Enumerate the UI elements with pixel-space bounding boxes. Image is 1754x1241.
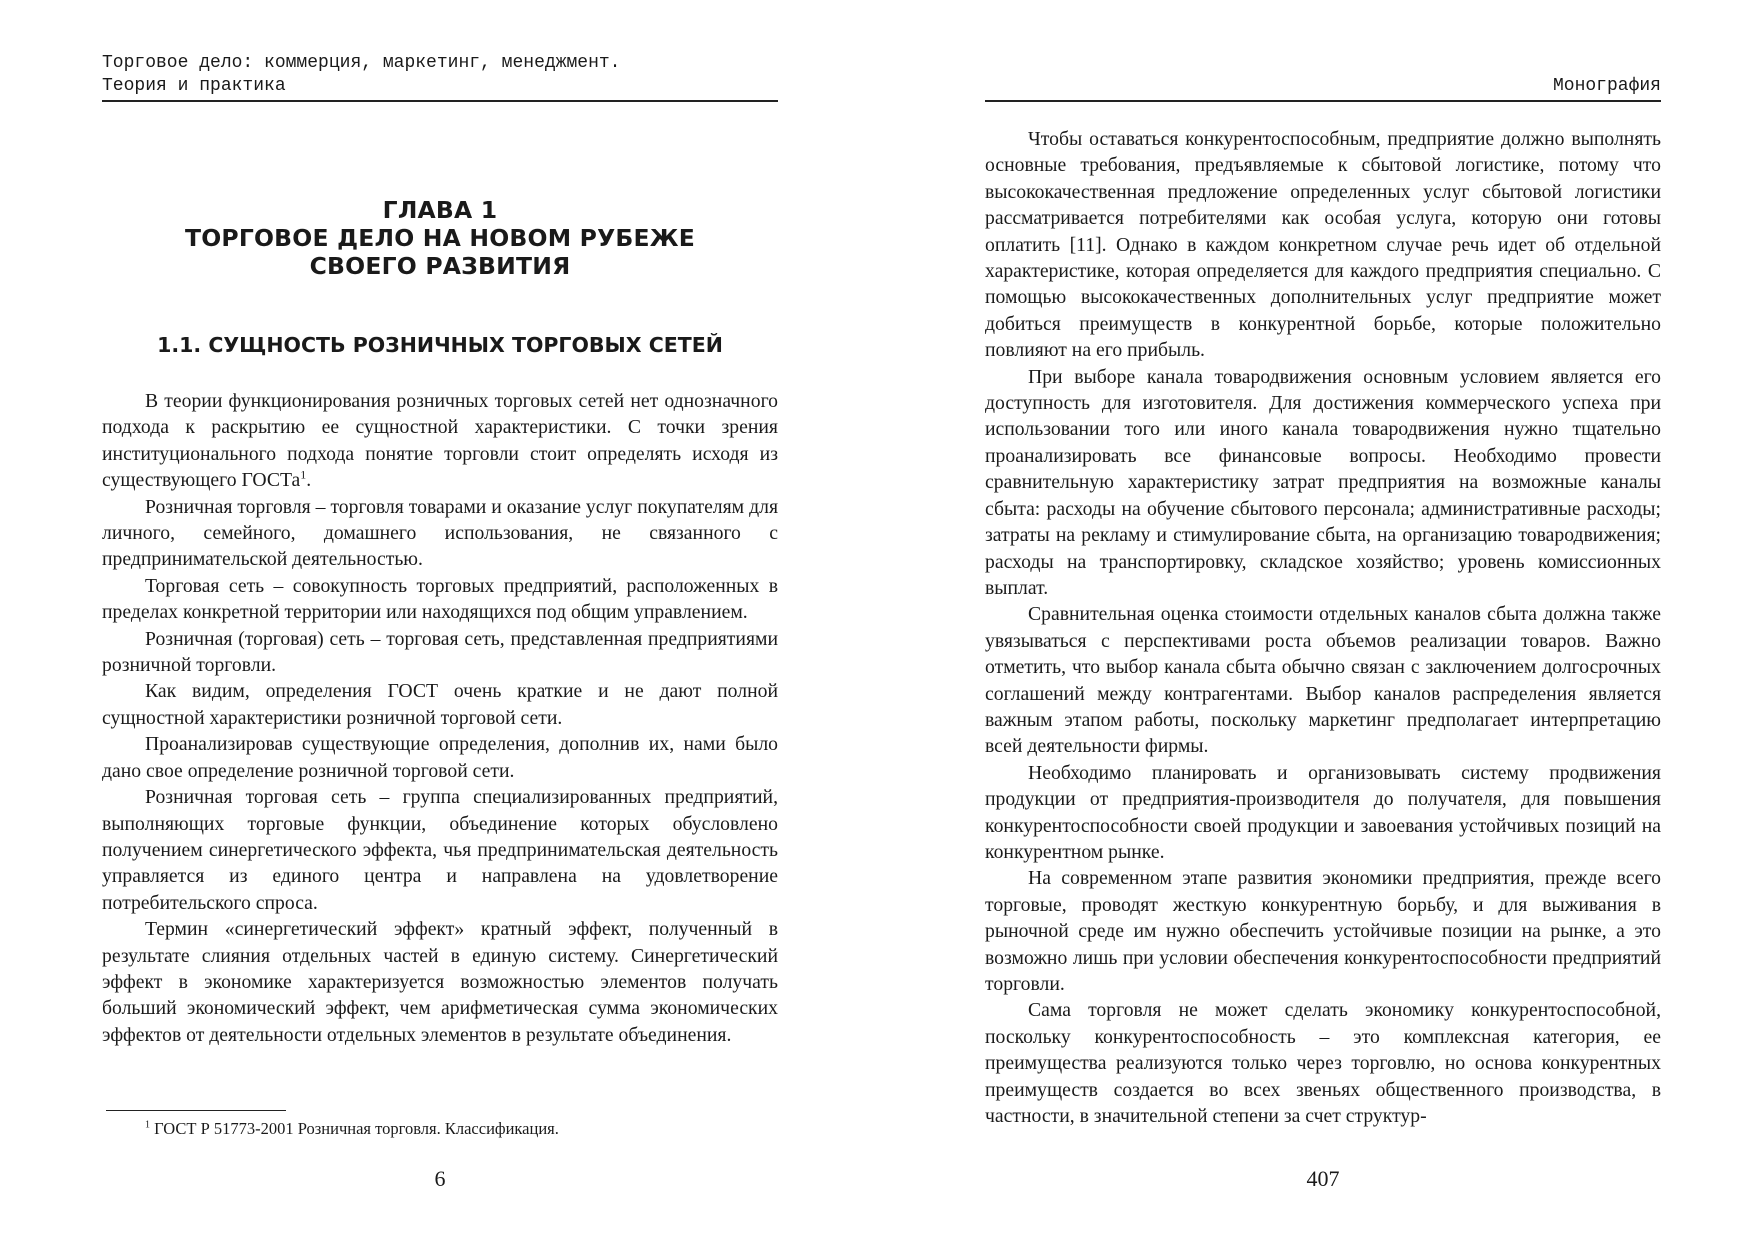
section-title: 1.1. СУЩНОСТЬ РОЗНИЧНЫХ ТОРГОВЫХ СЕТЕЙ bbox=[157, 333, 723, 357]
left-running-head bbox=[102, 52, 778, 102]
paragraph: Как видим, определения ГОСТ очень краткие и не дают полной сущностной характеристики розничной торговой сети. bbox=[102, 680, 778, 729]
paragraph: Розничная торговая сеть – группа специализированных предприятий, выполняющих торговые функции, объединение которых обусловлено получением синергетического эффекта, чья предпринимательская деятельность управляется из единого центра и направлена на удовлетворение потребительского спроса. bbox=[102, 786, 778, 914]
paragraph bbox=[102, 388, 778, 494]
right-body-text bbox=[985, 126, 1661, 1129]
right-header-title: Монография bbox=[1552, 76, 1661, 96]
right-page-number: 407 bbox=[1306, 1166, 1340, 1191]
left-page bbox=[102, 0, 778, 1241]
chapter-title-line1: ТОРГОВОЕ ДЕЛО НА НОВОМ РУБЕЖЕ bbox=[184, 224, 696, 252]
right-header-rule bbox=[985, 100, 1661, 102]
right-page bbox=[985, 0, 1661, 1241]
paragraph: Проанализировав существующие определения, дополнив их, нами было дано свое определение розничной торговой сети. bbox=[102, 733, 778, 782]
paragraph-end: . bbox=[306, 469, 312, 492]
footnote-mark: 1 bbox=[145, 1119, 150, 1131]
paragraph: Торговая сеть – совокупность торговых предприятий, расположенных в пределах конкретной территории или находящихся под общим управлением. bbox=[102, 574, 778, 624]
paragraph: Сама торговля не может сделать экономику конкурентоспособной, поскольку конкурентоспособность – это комплексная категория, ее преимущества реализуются только через торговлю, но основа конкурентных преимуществ создается во всех звеньях общественного производства, в частности, в значительной степени за счет структур- bbox=[985, 999, 1661, 1128]
chapter-title bbox=[102, 196, 778, 280]
left-header-line1: Торговое дело: коммерция, маркетинг, менеджмент. bbox=[102, 53, 621, 73]
paragraph: При выборе канала товародвижения основным условием является его доступность для изготовителя. Для достижения коммерческого успеха при использовании того или иного канала товародвижения нужно тщательно проанализировать все финансовые вопросы. Необходимо провести сравнительную характеристику затрат предприятия на возможные каналы сбыта: расходы на обучение сбытового персонала; административные расходы; затраты на рекламу и стимулирование сбыта, на организацию товародвижения; расходы на транспортировку, складское хозяйство; уровень комиссионных выплат. bbox=[985, 365, 1661, 599]
paragraph: Розничная (торговая) сеть – торговая сеть, представленная предприятиями розничной торговли. bbox=[102, 627, 778, 677]
left-body-text bbox=[102, 388, 778, 1048]
paragraph: Розничная торговля – торговля товарами и оказание услуг покупателям для личного, семейного, домашнего использования, не связанного с предпринимательской деятельностью. bbox=[102, 495, 778, 571]
chapter-number: ГЛАВА 1 bbox=[382, 196, 498, 224]
footnote-rule bbox=[106, 1110, 286, 1111]
left-header-line2: Теория и практика bbox=[102, 76, 286, 96]
left-header-rule bbox=[102, 100, 778, 102]
paragraph-text: В теории функционирования розничных торговых сетей нет однозначного подхода к раскрытию ее сущностной характеристики. С точки зрения институционального подхода понятие торговли стоит определять исходя из существующего ГОСТа bbox=[102, 390, 778, 492]
left-page-number: 6 bbox=[434, 1166, 446, 1191]
footnote bbox=[145, 1119, 778, 1139]
footnote-text: ГОСТ Р 51773-2001 Розничная торговля. Классификация. bbox=[154, 1119, 559, 1138]
paragraph: Чтобы оставаться конкурентоспособным, предприятие должно выполнять основные требования, предъявляемые к сбытовой логистике, потому что высококачественная предложение определенных услуг сбытовой логистики рассматривается потребителями как особая услуга, которую они готовы оплатить [11]. Однако в каждом конкретном случае речь идет об отдельной характеристике, которая определяется для каждого предприятия специально. С помощью высококачественных дополнительных услуг предприятие может добиться преимуществ в конкурентной борьбе, которые положительно повлияют на его прибыль. bbox=[985, 128, 1661, 362]
chapter-title-line2: СВОЕГО РАЗВИТИЯ bbox=[309, 252, 571, 280]
footnote-reference: 1 bbox=[300, 467, 307, 482]
paragraph: Сравнительная оценка стоимости отдельных каналов сбыта должна также увязываться с перспективами роста объемов реализации товаров. Важно отметить, что выбор канала сбыта обычно связан с заключением долгосрочных соглашений между контрагентами. Выбор каналов распределения является важным этапом работы, поскольку маркетинг предполагает интерпретацию всей деятельности фирмы. bbox=[985, 603, 1661, 758]
paragraph: На современном этапе развития экономики предприятия, прежде всего торговые, проводят жесткую конкурентную борьбу, и для выживания в рыночной среде им нужно обеспечить устойчивые позиции на рынке, а это возможно лишь при условии обеспечения конкурентоспособности предприятий торговли. bbox=[985, 867, 1661, 995]
right-running-head bbox=[985, 52, 1661, 102]
paragraph: Необходимо планировать и организовывать систему продвижения продукции от предприятия-производителя до получателя, для повышения конкурентоспособности своей продукции и завоевания устойчивых позиций на конкурентном рынке. bbox=[985, 761, 1661, 863]
paragraph: Термин «синергетический эффект» кратный эффект, полученный в результате слияния отдельных частей в единую систему. Синергетический эффект в экономике характеризуется возможностью элементов получать больший экономический эффект, чем арифметическая сумма экономических эффектов от деятельности отдельных элементов в результате объединения. bbox=[102, 918, 778, 1046]
